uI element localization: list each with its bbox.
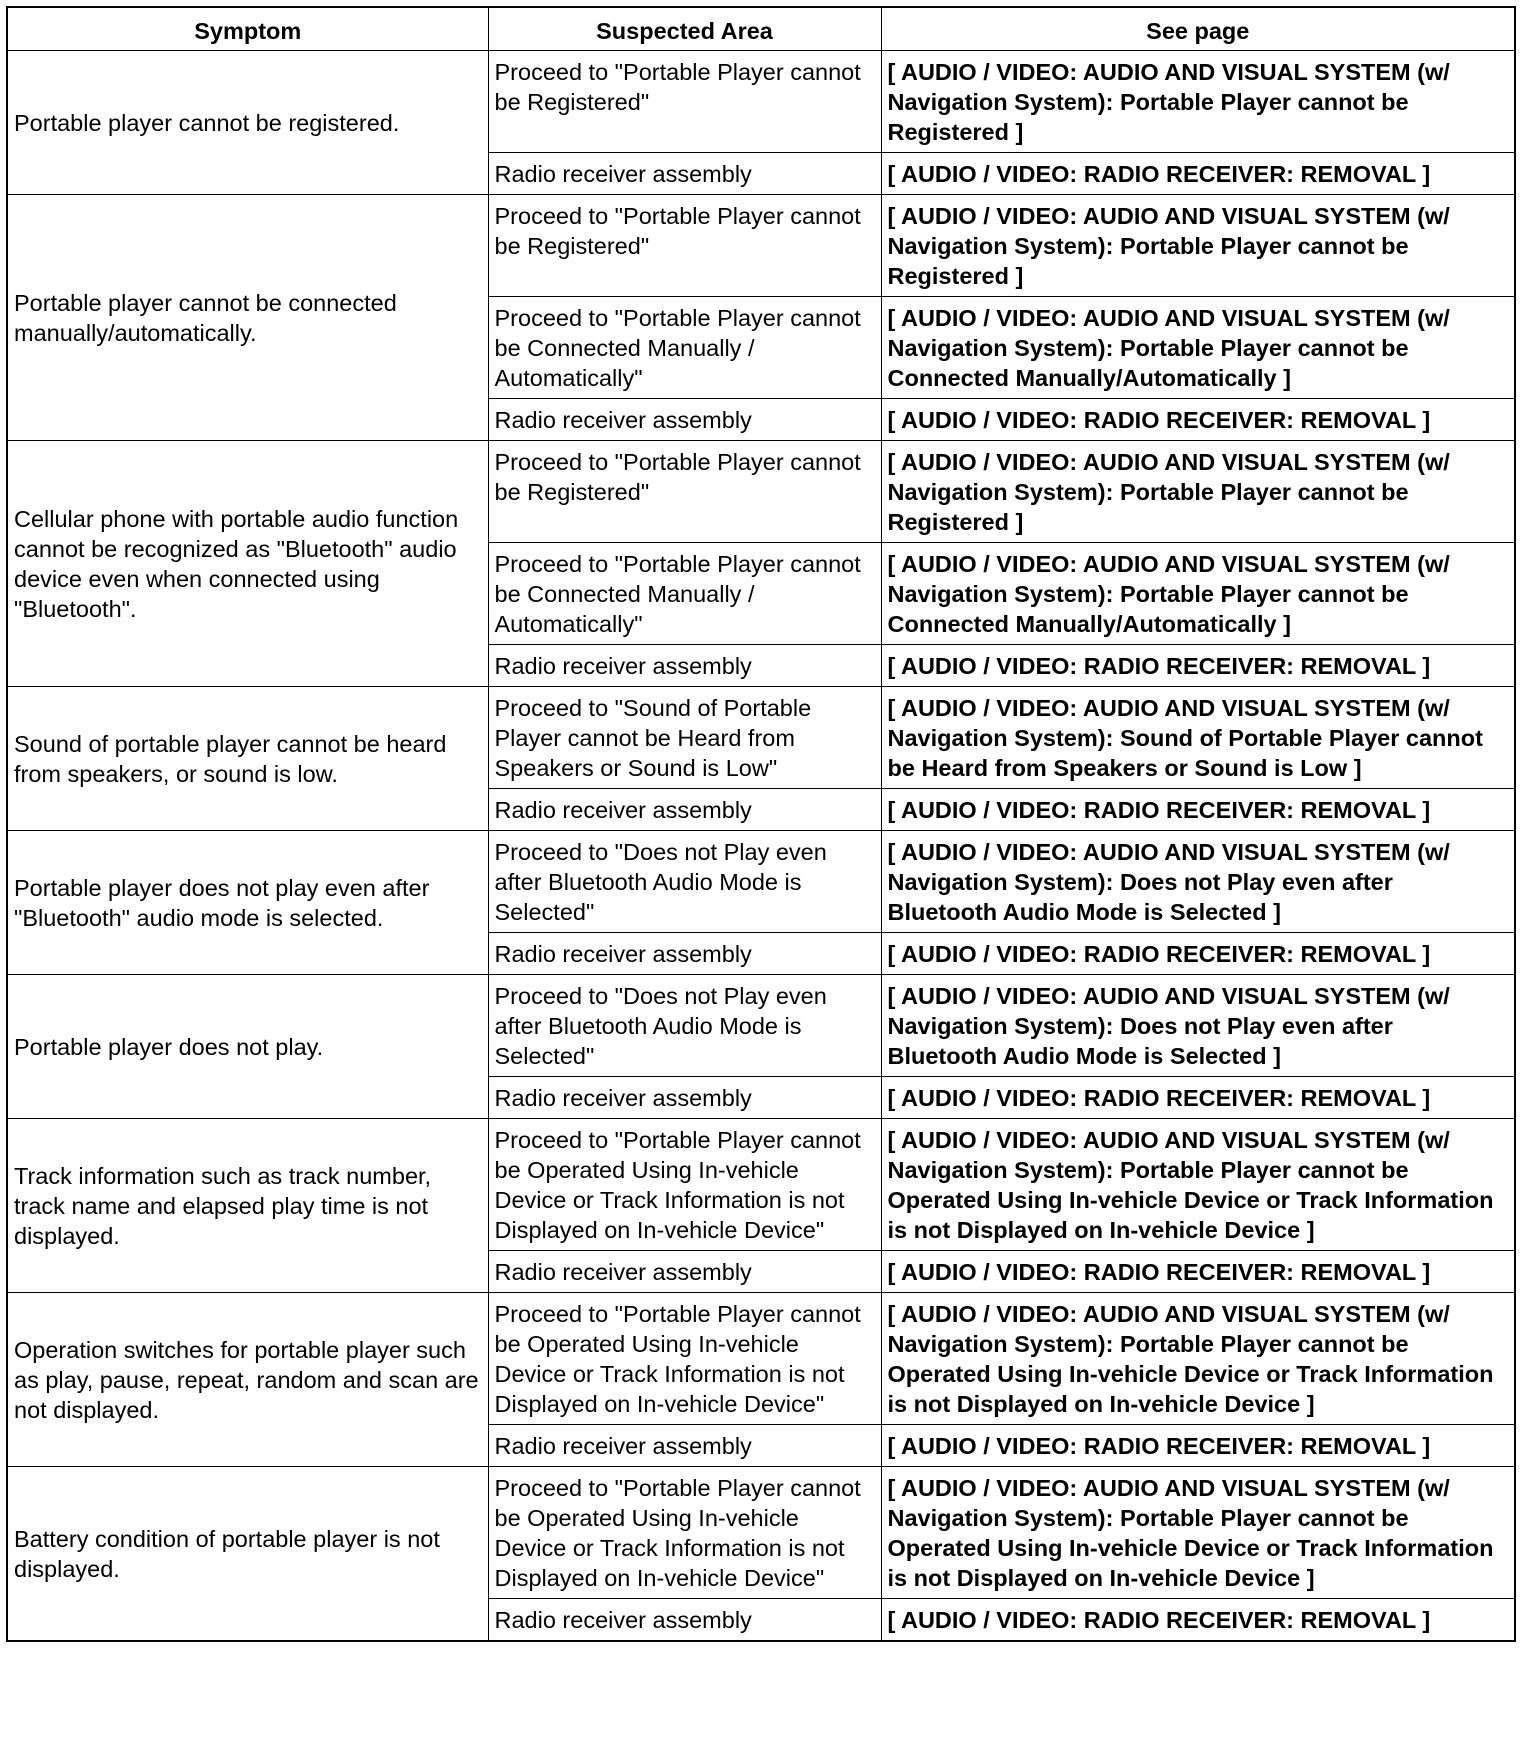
suspected-area-cell: Proceed to "Sound of Portable Player cannot be Heard from Speakers or Sound is Low" [488,687,881,789]
table-row [7,1467,1515,1599]
see-page-link[interactable]: [ AUDIO / VIDEO: RADIO RECEIVER: REMOVAL ] [881,1599,1515,1642]
symptom-cell: Portable player does not play. [7,975,488,1119]
suspected-area-cell: Radio receiver assembly [488,1077,881,1119]
see-page-link[interactable]: [ AUDIO / VIDEO: AUDIO AND VISUAL SYSTEM (w/ Navigation System): Portable Player cannot be Connected Manually/Automatically ] [881,297,1515,399]
see-page-link[interactable]: [ AUDIO / VIDEO: AUDIO AND VISUAL SYSTEM (w/ Navigation System): Portable Player cannot be Registered ] [881,51,1515,153]
troubleshooting-table [6,6,1516,1642]
table-row [7,1293,1515,1425]
symptom-cell: Cellular phone with portable audio function cannot be recognized as "Bluetooth" audio device even when connected using "Bluetooth". [7,441,488,687]
header-suspected-area: Suspected Area [488,7,881,51]
symptom-cell: Battery condition of portable player is not displayed. [7,1467,488,1642]
see-page-link[interactable]: [ AUDIO / VIDEO: AUDIO AND VISUAL SYSTEM (w/ Navigation System): Portable Player cannot be Registered ] [881,441,1515,543]
suspected-area-cell: Radio receiver assembly [488,153,881,195]
see-page-link[interactable]: [ AUDIO / VIDEO: AUDIO AND VISUAL SYSTEM (w/ Navigation System): Sound of Portable Player cannot be Heard from Speakers or Sound is Low ] [881,687,1515,789]
see-page-link[interactable]: [ AUDIO / VIDEO: AUDIO AND VISUAL SYSTEM (w/ Navigation System): Portable Player cannot be Operated Using In-vehicle Device or Track Information is not Displayed on In-vehicle Device ] [881,1467,1515,1599]
suspected-area-cell: Proceed to "Does not Play even after Bluetooth Audio Mode is Selected" [488,831,881,933]
see-page-link[interactable]: [ AUDIO / VIDEO: RADIO RECEIVER: REMOVAL ] [881,153,1515,195]
see-page-link[interactable]: [ AUDIO / VIDEO: RADIO RECEIVER: REMOVAL ] [881,1077,1515,1119]
suspected-area-cell: Radio receiver assembly [488,789,881,831]
see-page-link[interactable]: [ AUDIO / VIDEO: RADIO RECEIVER: REMOVAL ] [881,1251,1515,1293]
table-row [7,1119,1515,1251]
header-row [7,7,1515,51]
table-body [7,51,1515,1642]
symptom-cell: Operation switches for portable player such as play, pause, repeat, random and scan are not displayed. [7,1293,488,1467]
suspected-area-cell: Proceed to "Portable Player cannot be Connected Manually / Automatically" [488,297,881,399]
troubleshooting-table-container [6,6,1514,1642]
table-row [7,975,1515,1077]
table-row [7,441,1515,543]
see-page-link[interactable]: [ AUDIO / VIDEO: RADIO RECEIVER: REMOVAL ] [881,399,1515,441]
see-page-link[interactable]: [ AUDIO / VIDEO: RADIO RECEIVER: REMOVAL ] [881,1425,1515,1467]
see-page-link[interactable]: [ AUDIO / VIDEO: AUDIO AND VISUAL SYSTEM (w/ Navigation System): Portable Player cannot be Operated Using In-vehicle Device or Track Information is not Displayed on In-vehicle Device ] [881,1293,1515,1425]
suspected-area-cell: Proceed to "Portable Player cannot be Operated Using In-vehicle Device or Track Information is not Displayed on In-vehicle Device" [488,1467,881,1599]
suspected-area-cell: Radio receiver assembly [488,645,881,687]
suspected-area-cell: Proceed to "Portable Player cannot be Operated Using In-vehicle Device or Track Information is not Displayed on In-vehicle Device" [488,1119,881,1251]
symptom-cell: Sound of portable player cannot be heard from speakers, or sound is low. [7,687,488,831]
symptom-cell: Portable player cannot be connected manually/automatically. [7,195,488,441]
table-row [7,195,1515,297]
suspected-area-cell: Proceed to "Portable Player cannot be Registered" [488,441,881,543]
table-row [7,831,1515,933]
suspected-area-cell: Proceed to "Portable Player cannot be Registered" [488,51,881,153]
suspected-area-cell: Radio receiver assembly [488,1425,881,1467]
table-row [7,51,1515,153]
table-row [7,687,1515,789]
symptom-cell: Portable player cannot be registered. [7,51,488,195]
see-page-link[interactable]: [ AUDIO / VIDEO: AUDIO AND VISUAL SYSTEM (w/ Navigation System): Portable Player cannot be Operated Using In-vehicle Device or Track Information is not Displayed on In-vehicle Device ] [881,1119,1515,1251]
header-see-page: See page [881,7,1515,51]
see-page-link[interactable]: [ AUDIO / VIDEO: AUDIO AND VISUAL SYSTEM (w/ Navigation System): Does not Play even after Bluetooth Audio Mode is Selected ] [881,975,1515,1077]
suspected-area-cell: Proceed to "Does not Play even after Bluetooth Audio Mode is Selected" [488,975,881,1077]
suspected-area-cell: Radio receiver assembly [488,399,881,441]
see-page-link[interactable]: [ AUDIO / VIDEO: RADIO RECEIVER: REMOVAL ] [881,645,1515,687]
symptom-cell: Track information such as track number, track name and elapsed play time is not displayed. [7,1119,488,1293]
suspected-area-cell: Proceed to "Portable Player cannot be Registered" [488,195,881,297]
suspected-area-cell: Radio receiver assembly [488,1251,881,1293]
header-symptom: Symptom [7,7,488,51]
suspected-area-cell: Proceed to "Portable Player cannot be Connected Manually / Automatically" [488,543,881,645]
symptom-cell: Portable player does not play even after "Bluetooth" audio mode is selected. [7,831,488,975]
see-page-link[interactable]: [ AUDIO / VIDEO: RADIO RECEIVER: REMOVAL ] [881,933,1515,975]
suspected-area-cell: Radio receiver assembly [488,1599,881,1642]
see-page-link[interactable]: [ AUDIO / VIDEO: AUDIO AND VISUAL SYSTEM (w/ Navigation System): Portable Player cannot be Connected Manually/Automatically ] [881,543,1515,645]
see-page-link[interactable]: [ AUDIO / VIDEO: AUDIO AND VISUAL SYSTEM (w/ Navigation System): Does not Play even after Bluetooth Audio Mode is Selected ] [881,831,1515,933]
suspected-area-cell: Radio receiver assembly [488,933,881,975]
see-page-link[interactable]: [ AUDIO / VIDEO: RADIO RECEIVER: REMOVAL ] [881,789,1515,831]
suspected-area-cell: Proceed to "Portable Player cannot be Operated Using In-vehicle Device or Track Information is not Displayed on In-vehicle Device" [488,1293,881,1425]
see-page-link[interactable]: [ AUDIO / VIDEO: AUDIO AND VISUAL SYSTEM (w/ Navigation System): Portable Player cannot be Registered ] [881,195,1515,297]
